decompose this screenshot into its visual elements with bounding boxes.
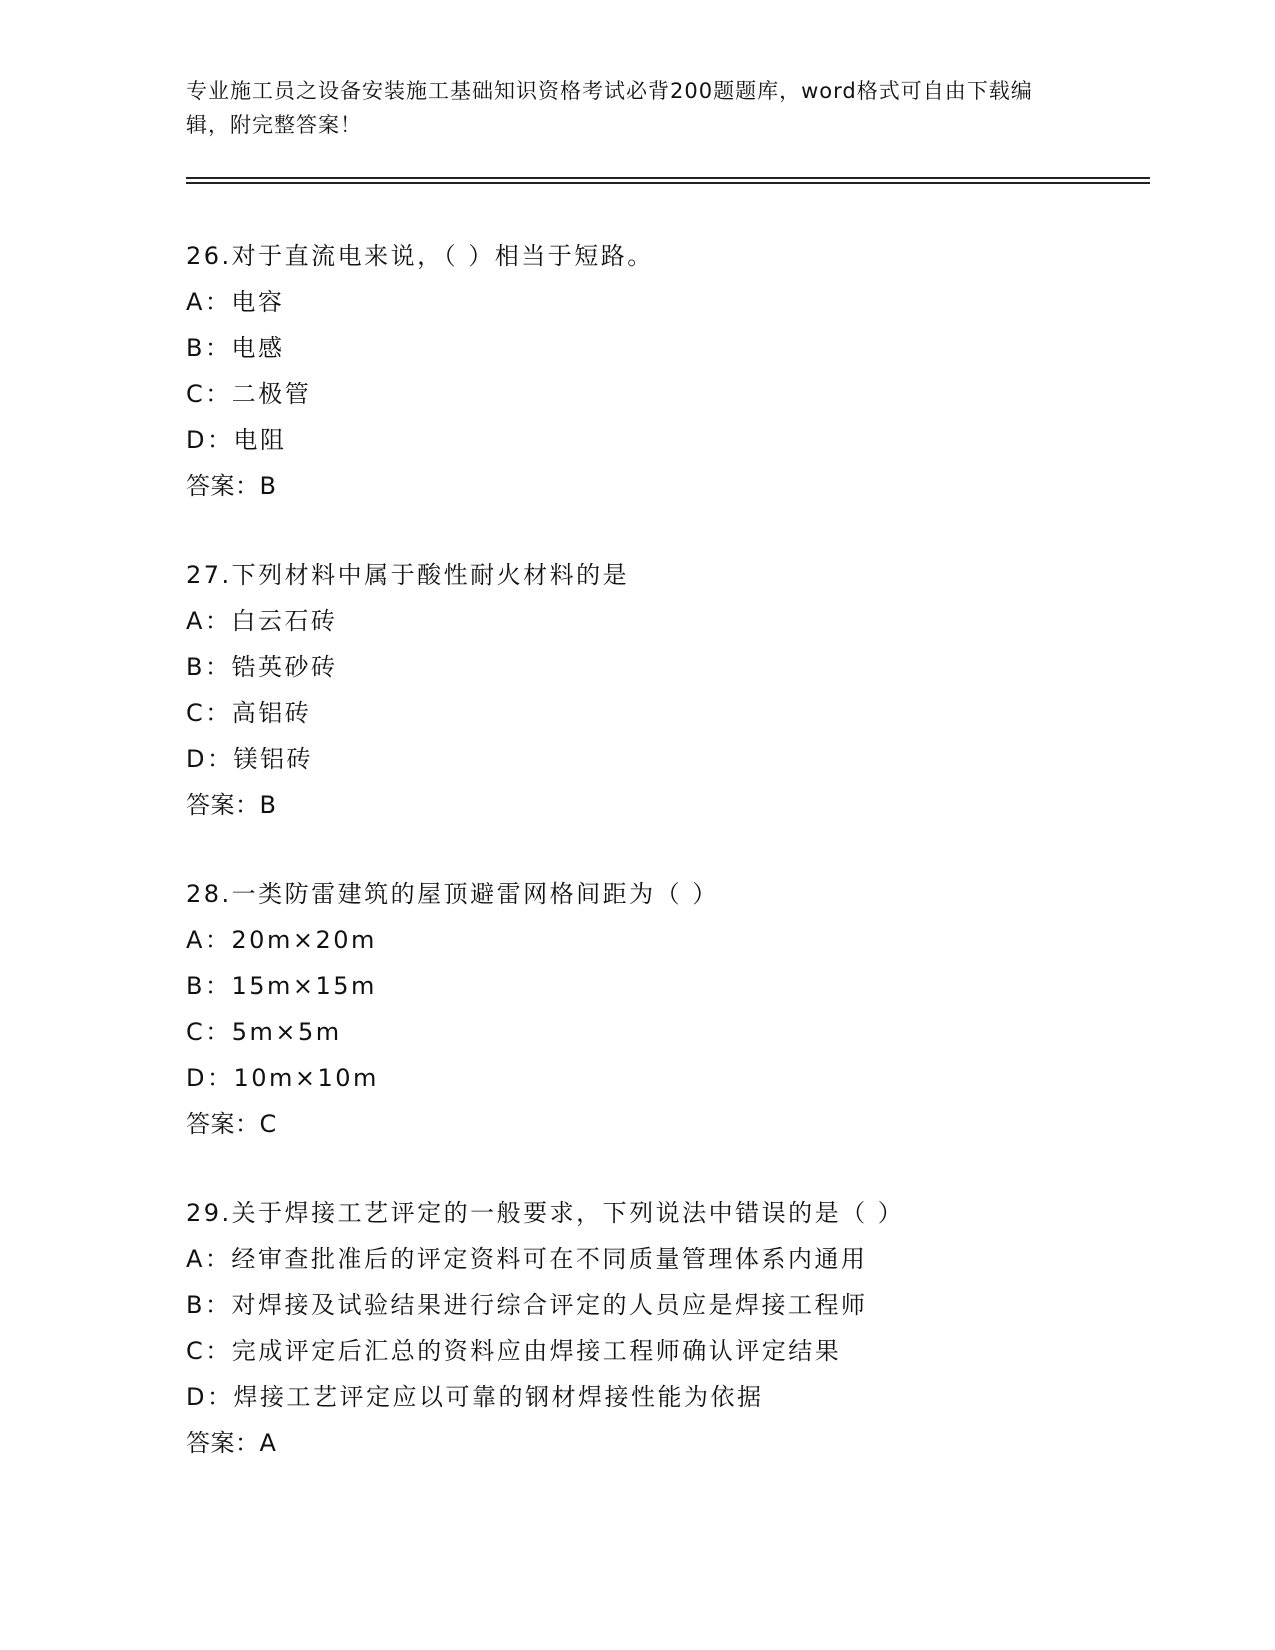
option-d: D：电阻 xyxy=(186,426,287,454)
option-b: B：15m×15m xyxy=(186,972,377,1000)
option-d: D：10m×10m xyxy=(186,1064,379,1092)
question-29 xyxy=(186,1190,1146,1466)
header-divider-top xyxy=(186,177,1150,179)
document-header: 专业施工员之设备安装施工基础知识资格考试必背200题题库，word格式可自由下载编辑，附完整答案！ xyxy=(186,79,1033,137)
option-a: A：20m×20m xyxy=(186,926,377,954)
answer-line: 答案：B xyxy=(186,791,277,819)
question-stem: 28.一类防雷建筑的屋顶避雷网格间距为（ ） xyxy=(186,880,719,908)
option-b: B：对焊接及试验结果进行综合评定的人员应是焊接工程师 xyxy=(186,1291,868,1319)
answer-line: 答案：C xyxy=(186,1110,277,1138)
option-d: D：焊接工艺评定应以可靠的钢材焊接性能为依据 xyxy=(186,1383,764,1411)
question-27 xyxy=(186,552,1146,828)
option-c: C：二极管 xyxy=(186,380,312,408)
question-26 xyxy=(186,233,1146,509)
answer-line: 答案：A xyxy=(186,1429,277,1457)
option-c: C：5m×5m xyxy=(186,1018,342,1046)
question-28 xyxy=(186,871,1146,1147)
option-d: D：镁铝砖 xyxy=(186,745,313,773)
option-c: C：完成评定后汇总的资料应由焊接工程师确认评定结果 xyxy=(186,1337,842,1365)
option-a: A：白云石砖 xyxy=(186,607,338,635)
question-stem: 26.对于直流电来说，（ ）相当于短路。 xyxy=(186,242,654,270)
question-stem: 29.关于焊接工艺评定的一般要求，下列说法中错误的是（ ） xyxy=(186,1199,905,1227)
answer-line: 答案：B xyxy=(186,472,277,500)
question-stem: 27.下列材料中属于酸性耐火材料的是 xyxy=(186,561,630,589)
option-a: A：电容 xyxy=(186,288,285,316)
header-divider-bottom xyxy=(186,182,1150,184)
option-a: A：经审查批准后的评定资料可在不同质量管理体系内通用 xyxy=(186,1245,868,1273)
option-b: B：锆英砂砖 xyxy=(186,653,338,681)
option-b: B：电感 xyxy=(186,334,285,362)
option-c: C：高铝砖 xyxy=(186,699,312,727)
